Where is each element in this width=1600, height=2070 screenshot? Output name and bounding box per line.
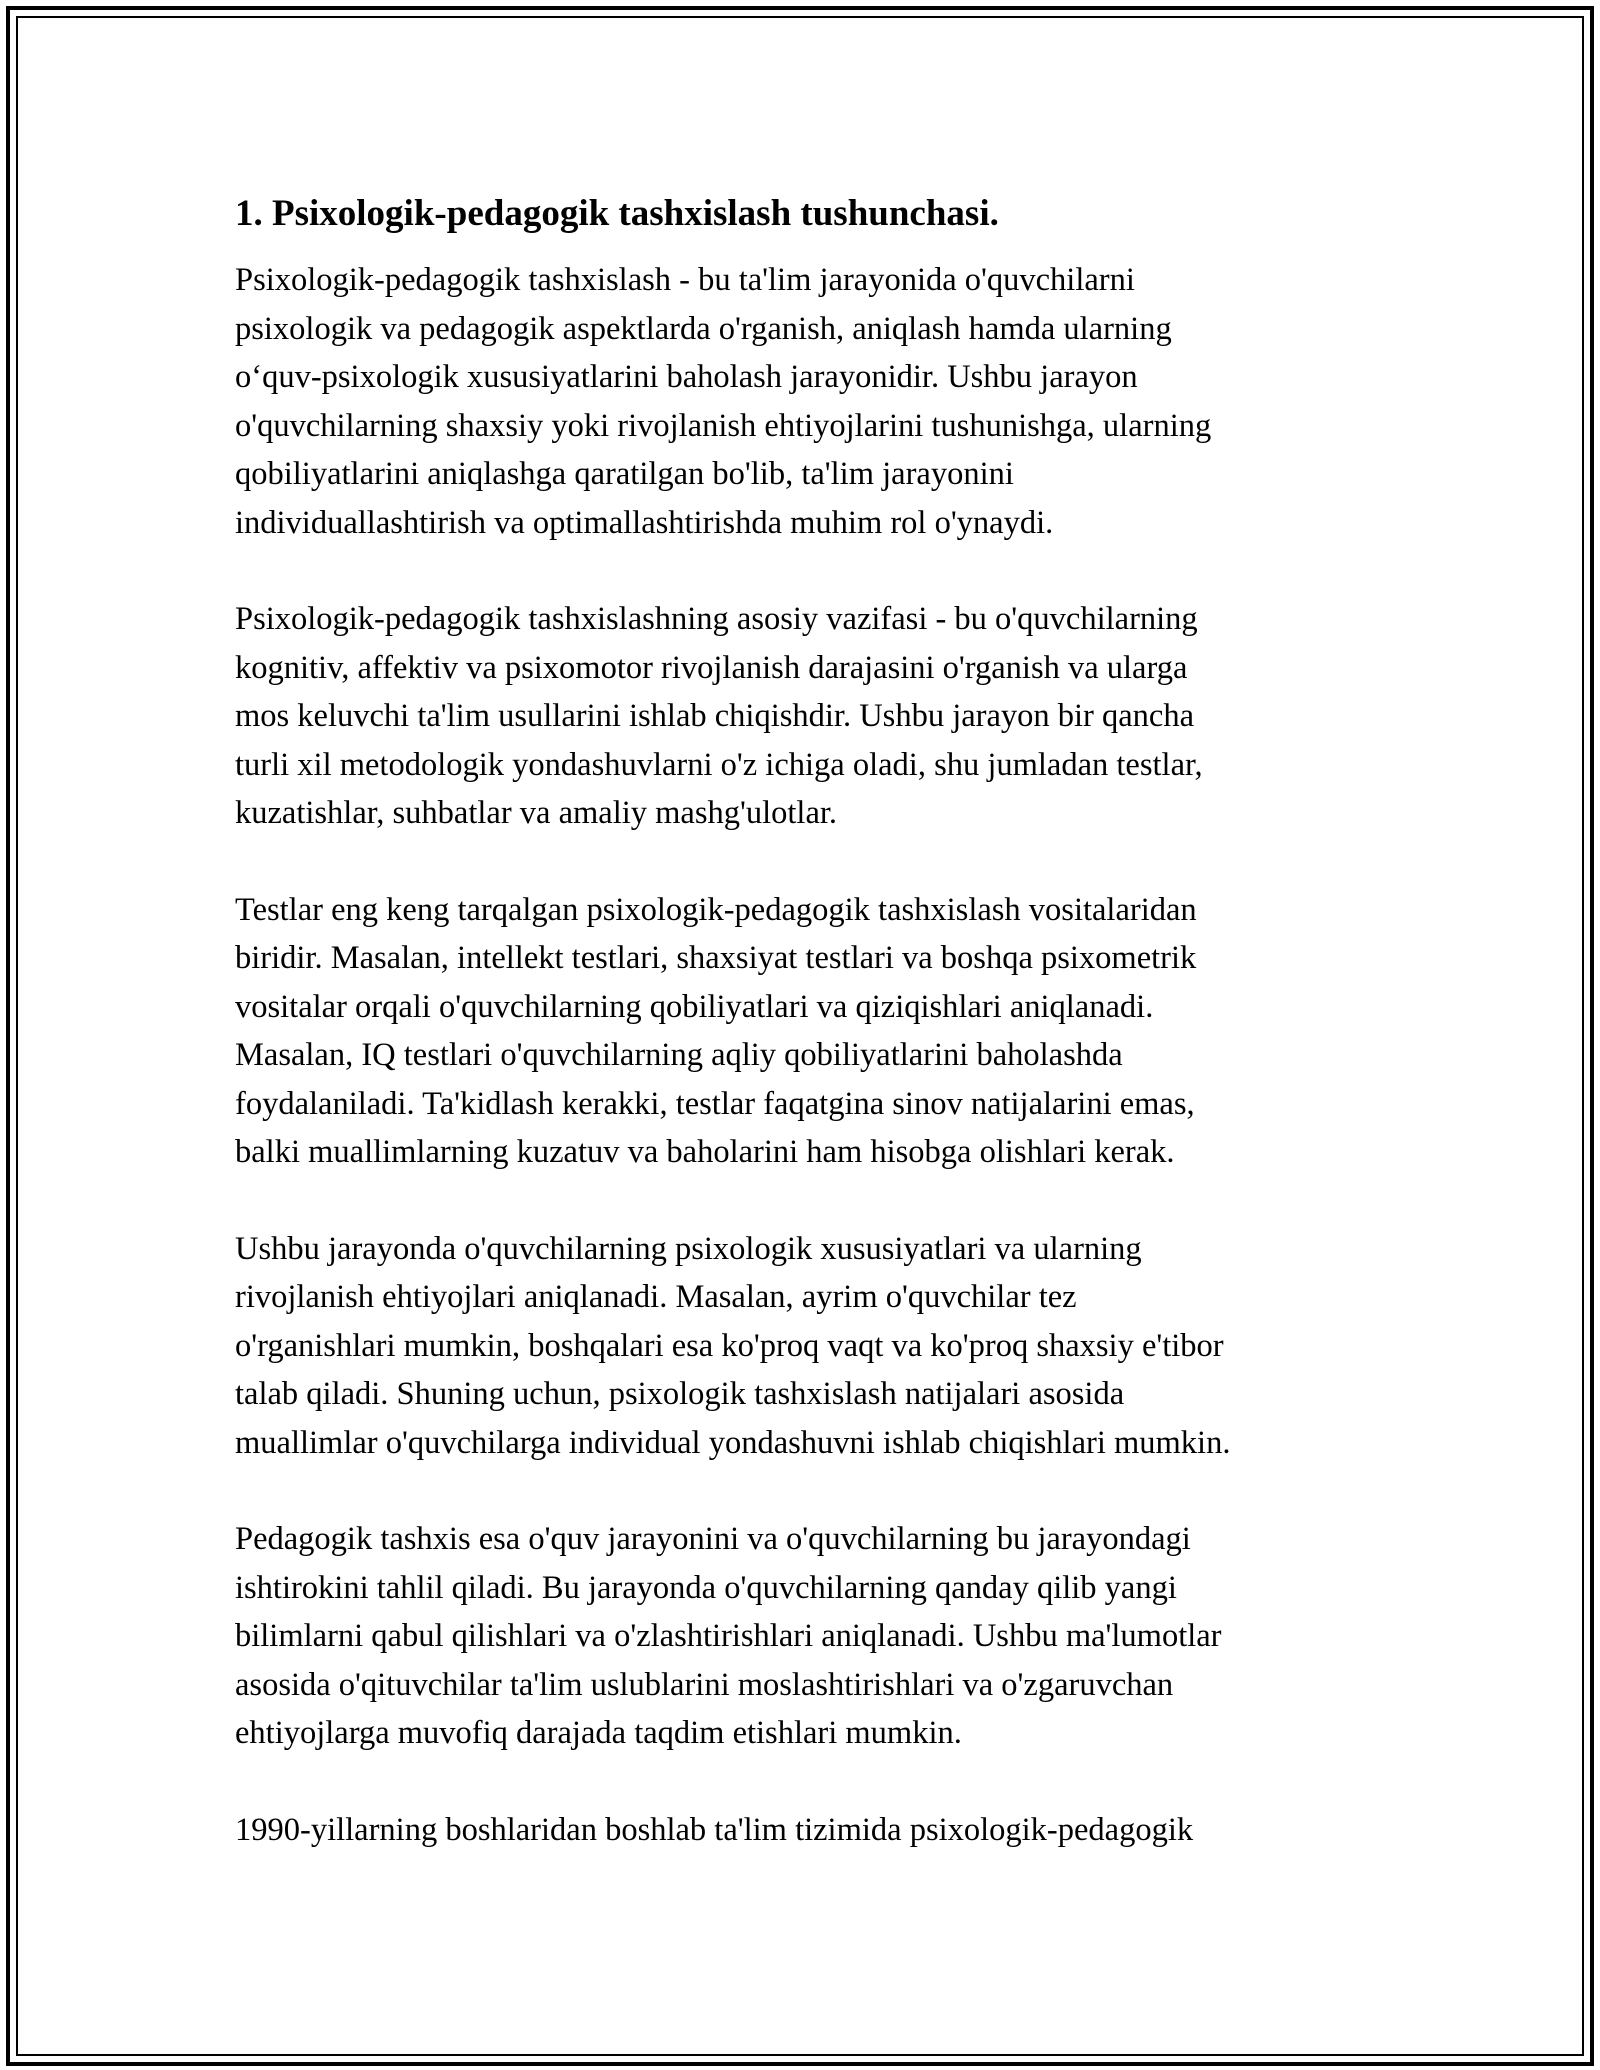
paragraph-line: rivojlanish ehtiyojlari aniqlanadi. Masalan, ayrim o'quvchilar tez: [235, 1279, 1077, 1315]
paragraph-line: ehtiyojlarga muvofiq darajada taqdim etishlari mumkin.: [235, 1715, 962, 1751]
document-body: [235, 190, 1375, 1902]
paragraph-line: kognitiv, affektiv va psixomotor rivojlanish darajasini o'rganish va ularga: [235, 649, 1188, 686]
paragraph: [235, 256, 1375, 547]
paragraph-line: vositalar orqali o'quvchilarning qobiliyatlari va qiziqishlari aniqlanadi.: [235, 988, 1154, 1025]
paragraph-line: o'rganishlari mumkin, boshqalari esa ko'proq vaqt va ko'proq shaxsiy e'tibor: [235, 1327, 1224, 1364]
paragraph-line: qobiliyatlarini aniqlashga qaratilgan bo'lib, ta'lim jarayonini: [235, 456, 1014, 492]
paragraph-line: muallimlar o'quvchilarga individual yondashuvni ishlab chiqishlari mumkin.: [235, 1424, 1231, 1461]
paragraph-line: Psixologik-pedagogik tashxislash - bu ta'lim jarayonida o'quvchilarni: [235, 262, 1135, 298]
paragraph: [235, 595, 1375, 838]
paragraph-line: Masalan, IQ testlari o'quvchilarning aqliy qobiliyatlarini baholashda: [235, 1037, 1123, 1073]
paragraph-line: mos keluvchi ta'lim usullarini ishlab chiqishdir. Ushbu jarayon bir qancha: [235, 698, 1195, 734]
section-heading: 1. Psixologik-pedagogik tashxislash tushunchasi.: [235, 193, 999, 234]
paragraph-line: talab qiladi. Shuning uchun, psixologik tashxislash natijalari asosida: [235, 1376, 1125, 1412]
paragraph: [235, 1515, 1375, 1758]
paragraph-line: Psixologik-pedagogik tashxislashning asosiy vazifasi - bu o'quvchilarning: [235, 601, 1198, 637]
paragraph-line: Testlar eng keng tarqalgan psixologik-pedagogik tashxislash vositalaridan: [235, 891, 1197, 928]
paragraph-line: Pedagogik tashxis esa o'quv jarayonini va o'quvchilarning bu jarayondagi: [235, 1521, 1191, 1557]
paragraph: [235, 1225, 1375, 1468]
paragraph: [235, 886, 1375, 1177]
paragraph-line: o‘quv-psixologik xususiyatlarini baholash jarayonidir. Ushbu jarayon: [235, 359, 1138, 395]
paragraph-line: asosida o'qituvchilar ta'lim uslublarini moslashtirishlari va o'zgaruvchan: [235, 1666, 1174, 1703]
paragraph-line: psixologik va pedagogik aspektlarda o'rganish, aniqlash hamda ularning: [235, 310, 1172, 347]
paragraph-line: ishtirokini tahlil qiladi. Bu jarayonda o'quvchilarning qanday qilib yangi: [235, 1569, 1177, 1606]
paragraph-line: 1990-yillarning boshlaridan boshlab ta'lim tizimida psixologik-pedagogik: [235, 1811, 1194, 1848]
paragraph-line: foydalaniladi. Ta'kidlash kerakki, testlar faqatgina sinov natijalarini emas,: [235, 1085, 1195, 1122]
paragraph-line: kuzatishlar, suhbatlar va amaliy mashg'ulotlar.: [235, 795, 838, 831]
paragraph-line: o'quvchilarning shaxsiy yoki rivojlanish ehtiyojlarini tushunishga, ularning: [235, 407, 1212, 444]
paragraph-line: individuallashtirish va optimallashtirishda muhim rol o'ynaydi.: [235, 504, 1054, 541]
paragraph-line: biridir. Masalan, intellekt testlari, shaxsiyat testlari va boshqa psixometrik: [235, 940, 1197, 976]
paragraph: [235, 1806, 1375, 1855]
paragraph-line: bilimlarni qabul qilishlari va o'zlashtirishlari aniqlanadi. Ushbu ma'lumotlar: [235, 1618, 1222, 1654]
paragraph-line: balki muallimlarning kuzatuv va baholarini ham hisobga olishlari kerak.: [235, 1134, 1175, 1170]
paragraph-line: Ushbu jarayonda o'quvchilarning psixologik xususiyatlari va ularning: [235, 1230, 1142, 1267]
paragraph-list: [235, 256, 1375, 1854]
paragraph-line: turli xil metodologik yondashuvlarni o'z ichiga oladi, shu jumladan testlar,: [235, 746, 1203, 783]
